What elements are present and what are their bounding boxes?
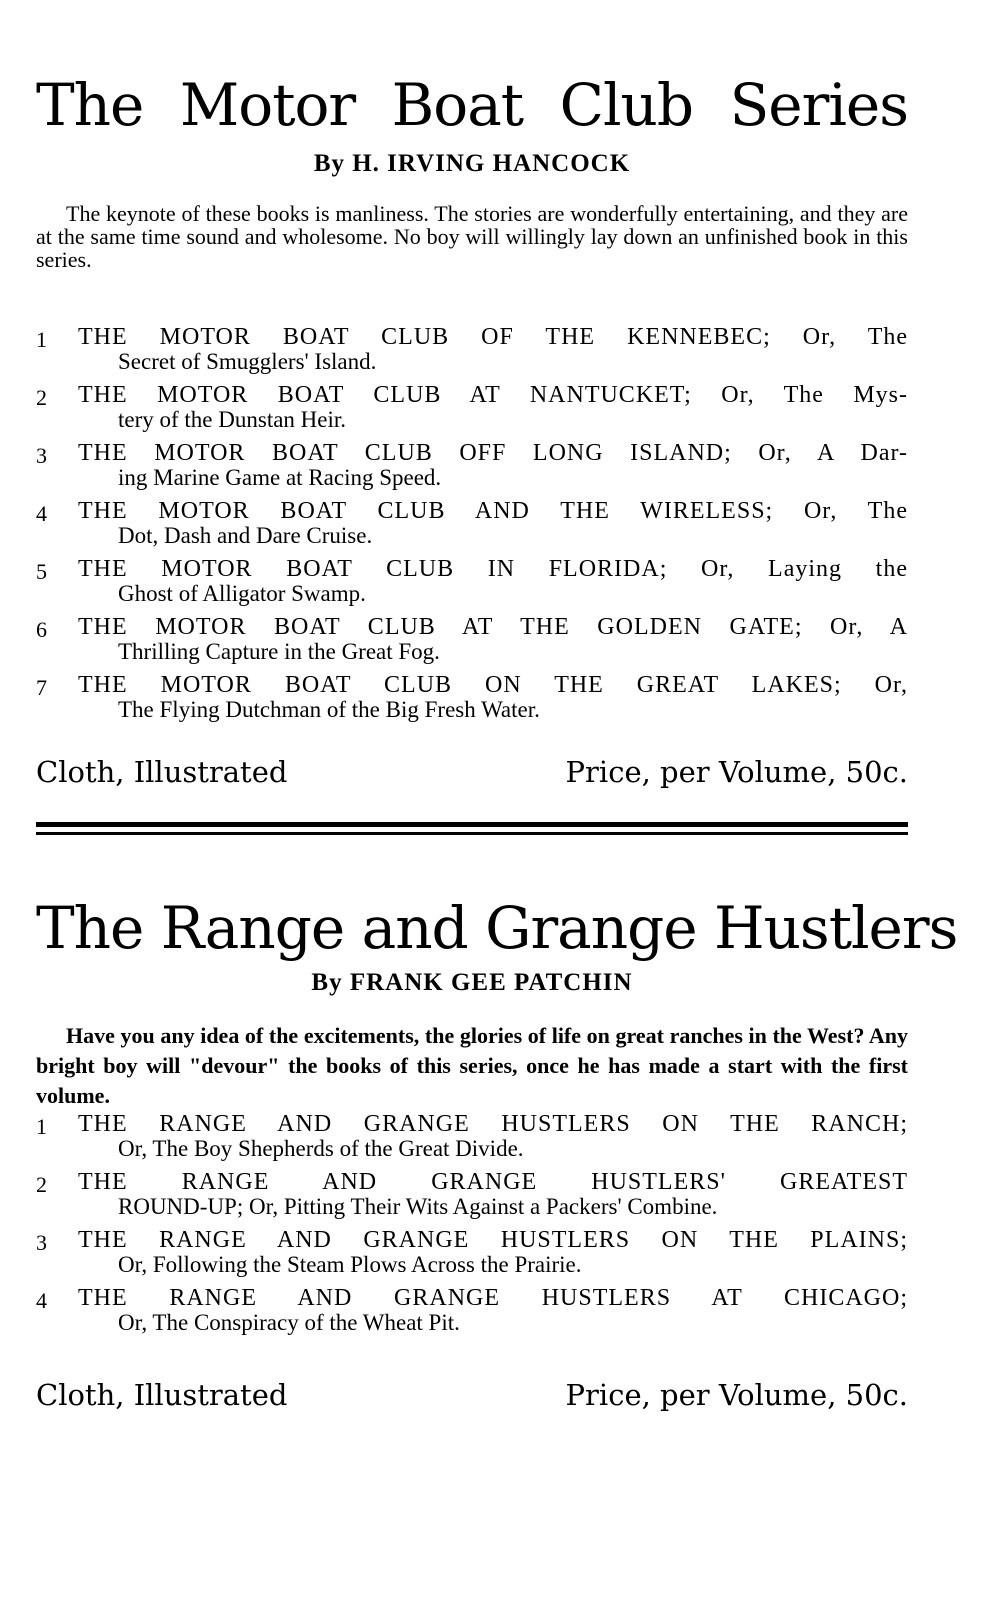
- book-number: 7: [36, 675, 47, 700]
- book-title: THE RANGE AND GRANGE HUSTLERS' GREATEST: [78, 1169, 908, 1195]
- list-item: [36, 1112, 908, 1160]
- series-title-motor-boat: The Motor Boat Club Series: [36, 71, 908, 139]
- book-title: THE MOTOR BOAT CLUB OFF LONG ISLAND; Or, A Dar-: [78, 440, 908, 466]
- book-number: 6: [36, 617, 47, 642]
- list-item: [36, 499, 908, 547]
- book-number: 2: [36, 1172, 47, 1197]
- book-title: THE RANGE AND GRANGE HUSTLERS ON THE PLAINS;: [78, 1227, 908, 1253]
- list-item: [36, 1286, 908, 1334]
- book-subtitle: ROUND-UP; Or, Pitting Their Wits Against a Packers' Combine.: [118, 1194, 718, 1219]
- binding-label: Cloth, Illustrated: [36, 755, 288, 789]
- book-title: THE MOTOR BOAT CLUB AT THE GOLDEN GATE; Or, A: [78, 614, 908, 640]
- binding-label: Cloth, Illustrated: [36, 1378, 288, 1412]
- book-title: THE RANGE AND GRANGE HUSTLERS ON THE RANCH;: [78, 1111, 908, 1137]
- book-subtitle: ing Marine Game at Racing Speed.: [118, 465, 442, 490]
- series-footer-motor-boat: [36, 755, 908, 789]
- divider-rule-thin: [36, 832, 908, 835]
- book-title: THE MOTOR BOAT CLUB IN FLORIDA; Or, Laying the: [78, 556, 908, 582]
- book-title: THE MOTOR BOAT CLUB ON THE GREAT LAKES; Or,: [78, 672, 908, 698]
- book-number: 2: [36, 385, 47, 410]
- book-subtitle: Or, The Conspiracy of the Wheat Pit.: [118, 1310, 460, 1335]
- list-item: [36, 615, 908, 663]
- series-intro-range-grange: Have you any idea of the excitements, the glories of life on great ranches in the West? Any bright boy will "devour" the books of this series, once he has made a start with the first volume.: [36, 1023, 908, 1108]
- price-label: Price, per Volume, 50c.: [565, 755, 908, 789]
- book-number: 3: [36, 1230, 47, 1255]
- book-number: 4: [36, 1288, 47, 1313]
- price-label: Price, per Volume, 50c.: [565, 1378, 908, 1412]
- book-number: 1: [36, 1114, 47, 1139]
- list-item: [36, 441, 908, 489]
- series-title-range-grange: The Range and Grange Hustlers: [36, 894, 958, 962]
- book-number: 3: [36, 443, 47, 468]
- book-title: THE MOTOR BOAT CLUB OF THE KENNEBEC; Or, The: [78, 324, 908, 350]
- list-item: [36, 325, 908, 373]
- book-subtitle: Secret of Smugglers' Island.: [118, 349, 377, 374]
- byline-hancock: By H. IRVING HANCOCK: [313, 150, 631, 177]
- divider-rule-thick: [36, 822, 908, 827]
- book-title: THE MOTOR BOAT CLUB AT NANTUCKET; Or, The Mys-: [78, 382, 908, 408]
- book-subtitle: Ghost of Alligator Swamp.: [118, 581, 366, 606]
- book-subtitle: The Flying Dutchman of the Big Fresh Water.: [118, 697, 540, 722]
- list-item: [36, 557, 908, 605]
- book-number: 1: [36, 327, 47, 352]
- book-title: THE MOTOR BOAT CLUB AND THE WIRELESS; Or, The: [78, 498, 908, 524]
- series-footer-range-grange: [36, 1378, 908, 1412]
- book-title: THE RANGE AND GRANGE HUSTLERS AT CHICAGO;: [78, 1285, 908, 1311]
- list-item: [36, 1228, 908, 1276]
- book-subtitle: Dot, Dash and Dare Cruise.: [118, 523, 373, 548]
- book-list-motor-boat: [36, 325, 908, 731]
- book-subtitle: Or, The Boy Shepherds of the Great Divide.: [118, 1136, 524, 1161]
- book-subtitle: Or, Following the Steam Plows Across the Prairie.: [118, 1252, 582, 1277]
- list-item: [36, 383, 908, 431]
- series-intro-motor-boat: The keynote of these books is manliness. The stories are wonderfully entertaining, and they are at the same time sound and wholesome. No boy will willingly lay down an unfinished book in this series.: [36, 201, 908, 272]
- list-item: [36, 673, 908, 721]
- list-item: [36, 1170, 908, 1218]
- byline-patchin: By FRANK GEE PATCHIN: [311, 969, 633, 996]
- book-subtitle: Thrilling Capture in the Great Fog.: [118, 639, 440, 664]
- book-subtitle: tery of the Dunstan Heir.: [118, 407, 347, 432]
- book-number: 4: [36, 501, 47, 526]
- book-number: 5: [36, 559, 47, 584]
- book-list-range-grange: [36, 1112, 908, 1344]
